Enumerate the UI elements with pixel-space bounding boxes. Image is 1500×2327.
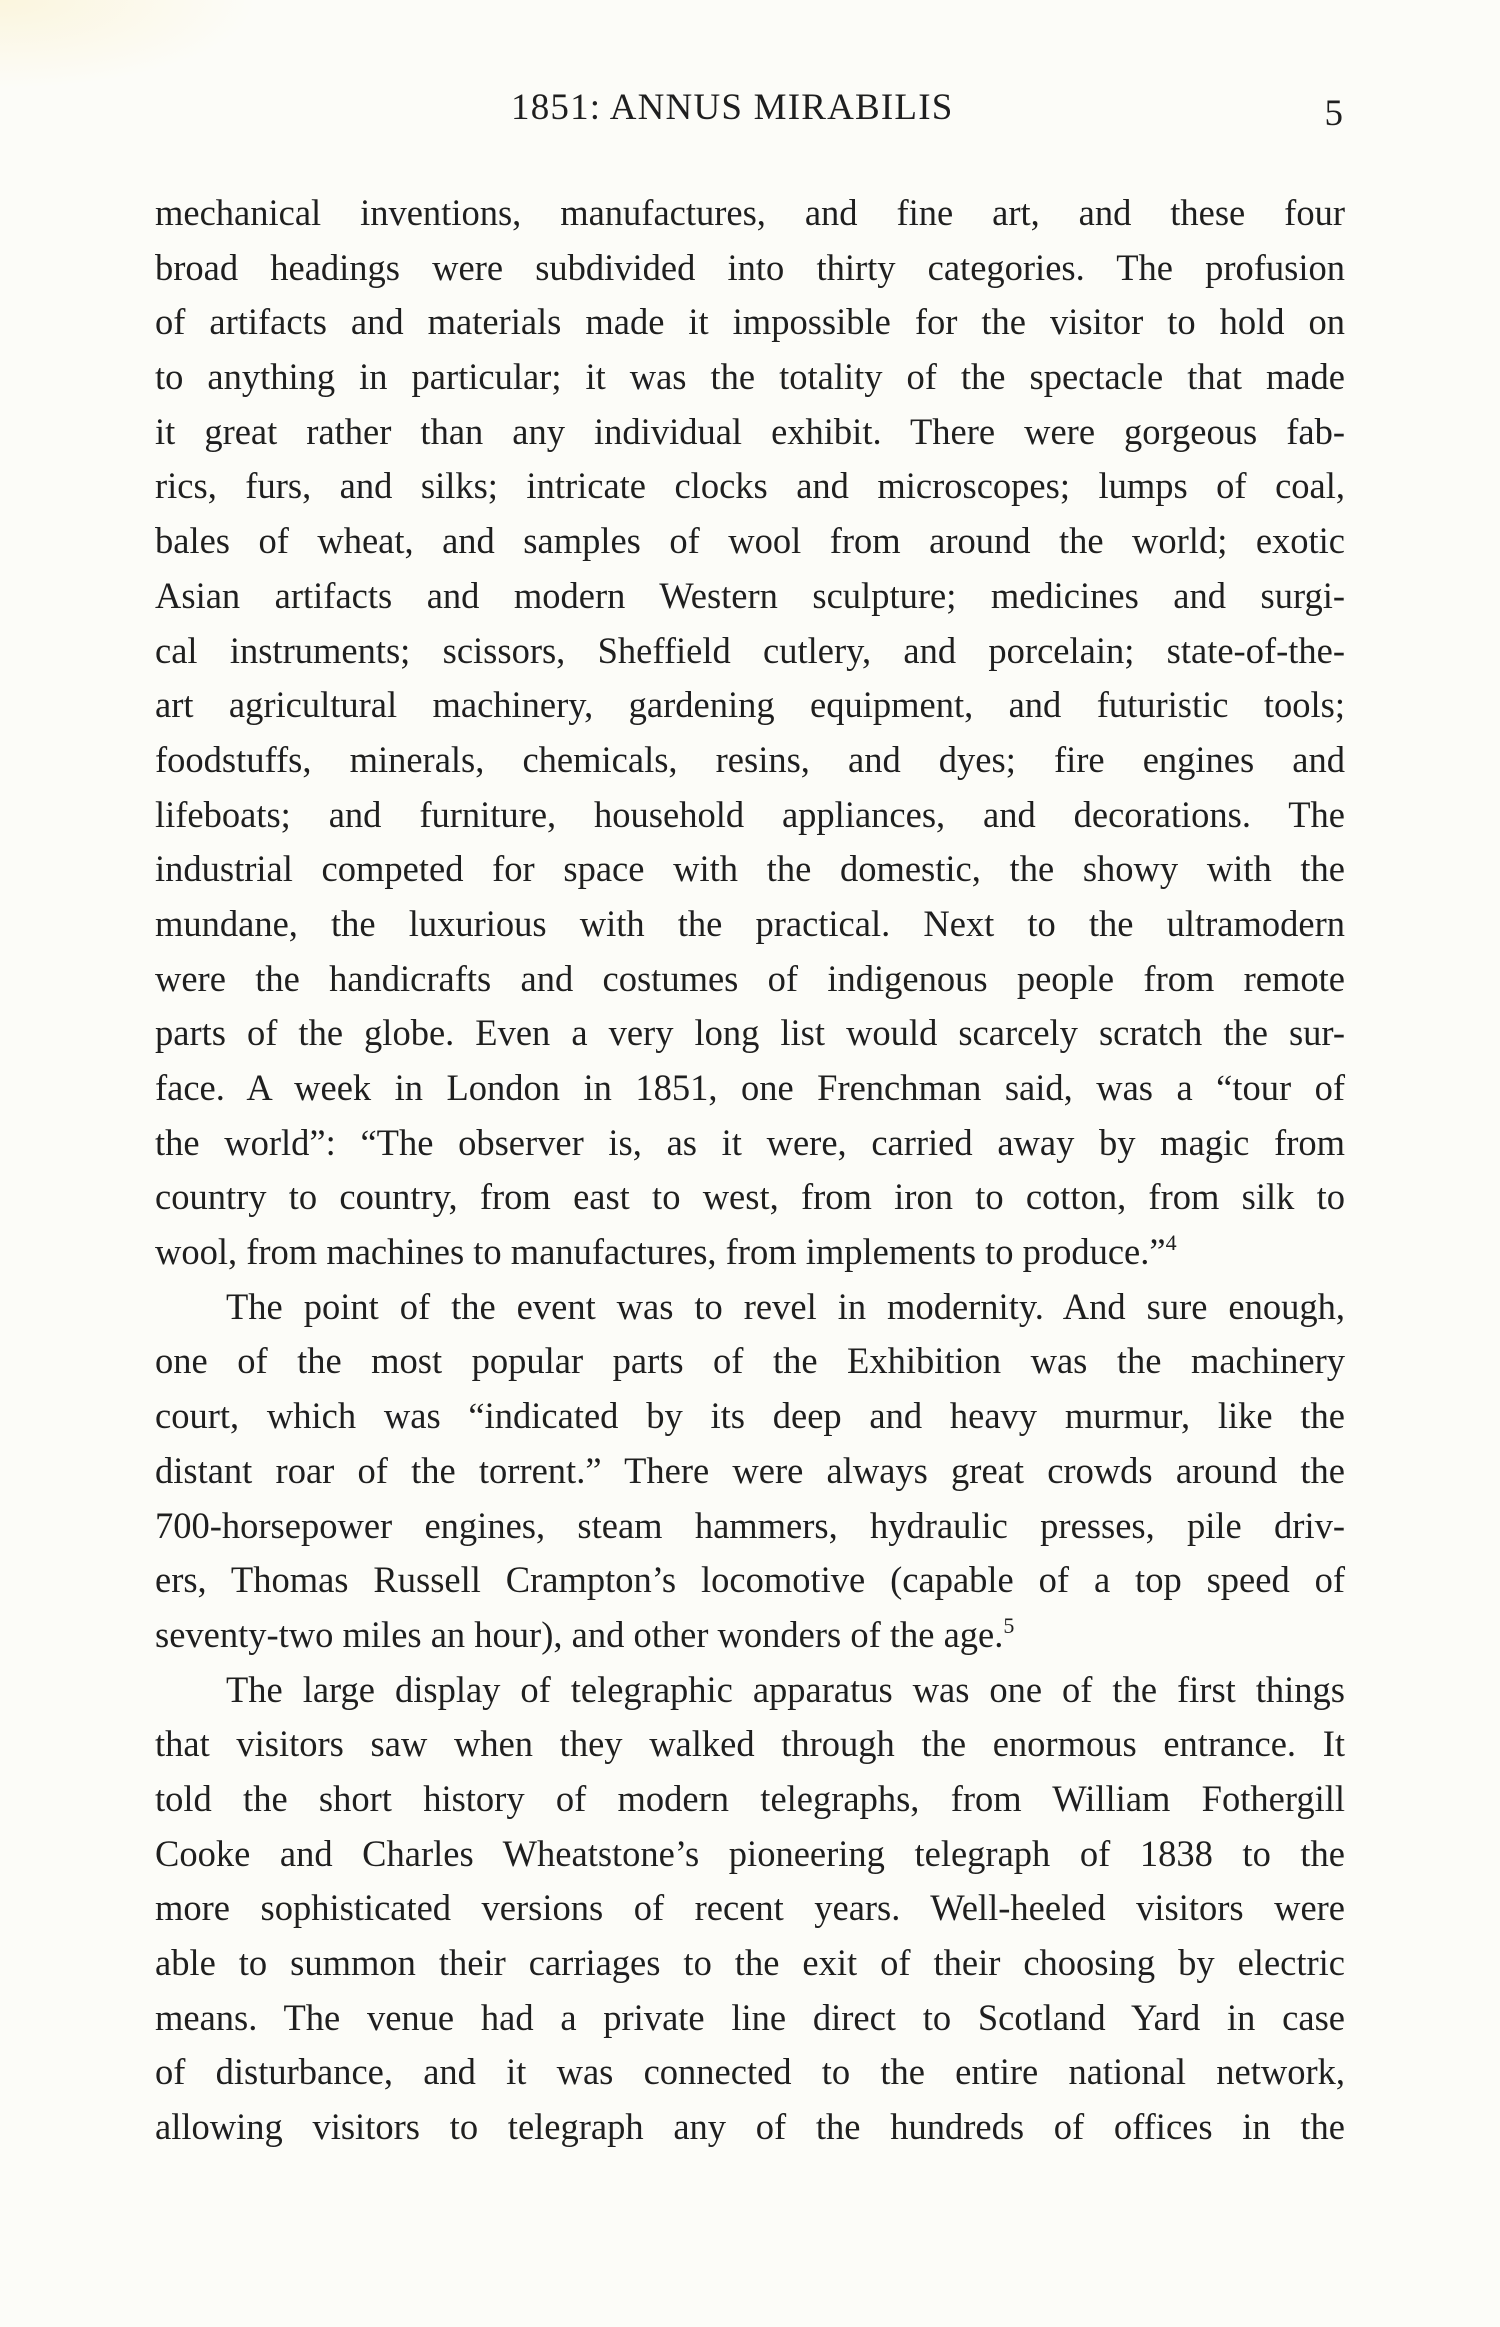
text-line: allowing visitors to telegraph any of the hundreds of offices in the (155, 2106, 1345, 2148)
text-line: bales of wheat, and samples of wool from around the world; exotic (155, 520, 1345, 562)
text-line: cal instruments; scissors, Sheffield cutlery, and porcelain; state-of-the- (155, 629, 1345, 671)
text-line: the world”: “The observer is, as it were, carried away by magic from (155, 1121, 1345, 1163)
text-line: more sophisticated versions of recent years. Well-heeled visitors were (155, 1887, 1345, 1929)
scan-shading (0, 0, 260, 90)
text-line: lifeboats; and furniture, household appliances, and decorations. The (155, 793, 1345, 835)
text-line: 700-horsepower engines, steam hammers, hydraulic presses, pile driv- (155, 1504, 1345, 1546)
text-line: were the handicrafts and costumes of indigenous people from remote (155, 957, 1345, 999)
text-line: industrial competed for space with the domestic, the showy with the (155, 848, 1345, 890)
text-line (155, 1608, 1345, 1663)
text-line: foodstuffs, minerals, chemicals, resins, and dyes; fire engines and (155, 738, 1345, 780)
text-line (155, 1225, 1345, 1280)
text-line: mechanical inventions, manufactures, and fine art, and these four (155, 192, 1345, 233)
paragraph (155, 186, 1345, 1280)
footnote-marker[interactable]: 5 (1003, 1612, 1015, 1638)
text-line: ers, Thomas Russell Crampton’s locomotive (capable of a top speed of (155, 1559, 1345, 1601)
text-line: country to country, from east to west, from iron to cotton, from silk to (155, 1176, 1345, 1218)
text-line-content: wool, from machines to manufactures, from implements to produce.” (155, 1231, 1166, 1273)
text-line-content: seventy-two miles an hour), and other wonders of the age. (155, 1613, 1004, 1655)
text-line: face. A week in London in 1851, one Frenchman said, was a “tour of (155, 1067, 1345, 1108)
text-line: broad headings were subdivided into thirty categories. The profusion (155, 246, 1345, 288)
text-line: one of the most popular parts of the Exhibition was the machinery (155, 1340, 1345, 1382)
text-line: rics, furs, and silks; intricate clocks and microscopes; lumps of coal, (155, 465, 1345, 507)
running-head (0, 84, 1500, 132)
running-head-title: 1851: ANNUS MIRABILIS (511, 87, 954, 128)
text-line: art agricultural machinery, gardening equipment, and futuristic tools; (155, 684, 1345, 726)
text-line: of artifacts and materials made it impossible for the visitor to hold on (155, 301, 1345, 343)
body-text (155, 186, 1345, 2155)
text-line: means. The venue had a private line direct to Scotland Yard in case (155, 1996, 1345, 2038)
paragraph (155, 1663, 1345, 2155)
text-line: that visitors saw when they walked through the enormous entrance. It (155, 1723, 1345, 1765)
text-line: it great rather than any individual exhibit. There were gorgeous fab- (155, 410, 1345, 452)
text-line: mundane, the luxurious with the practical. Next to the ultramodern (155, 902, 1345, 944)
text-line: told the short history of modern telegraphs, from William Fothergill (155, 1777, 1345, 1819)
text-line: parts of the globe. Even a very long list would scarcely scratch the sur- (155, 1012, 1345, 1054)
text-line: The large display of telegraphic apparatus was one of the first things (226, 1668, 1345, 1710)
text-line: to anything in particular; it was the totality of the spectacle that made (155, 356, 1345, 398)
text-line: distant roar of the torrent.” There were always great crowds around the (155, 1449, 1345, 1491)
text-line: Cooke and Charles Wheatstone’s pioneering telegraph of 1838 to the (155, 1832, 1345, 1874)
footnote-marker[interactable]: 4 (1165, 1230, 1177, 1256)
text-line: able to summon their carriages to the exit of their choosing by electric (155, 1942, 1345, 1983)
paragraph (155, 1280, 1345, 1663)
page-number: 5 (1324, 93, 1343, 134)
text-line: of disturbance, and it was connected to the entire national network, (155, 2051, 1345, 2093)
text-line: court, which was “indicated by its deep and heavy murmur, like the (155, 1395, 1345, 1437)
text-line: Asian artifacts and modern Western sculpture; medicines and surgi- (155, 574, 1345, 616)
text-line: The point of the event was to revel in modernity. And sure enough, (226, 1285, 1345, 1327)
